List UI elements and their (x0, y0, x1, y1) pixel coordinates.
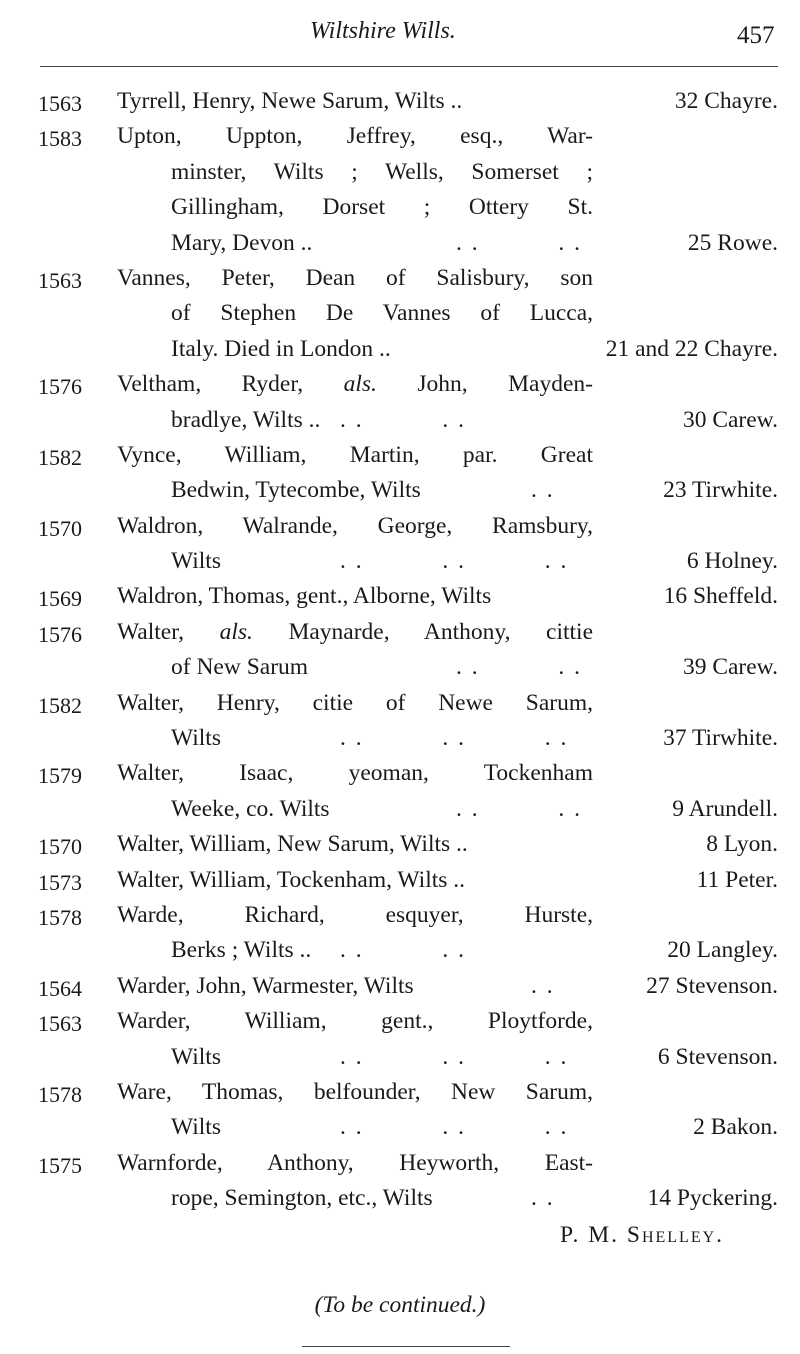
entry-text: Wilts (171, 1114, 221, 1141)
page-number: 457 (737, 22, 775, 49)
entry-line (0, 827, 800, 862)
will-entry (0, 438, 800, 509)
entry-line (0, 863, 800, 898)
entry-year: 1583 (38, 126, 82, 152)
register-reference: 11 Peter. (696, 866, 778, 893)
will-entry (0, 969, 800, 1004)
will-entry (0, 367, 800, 438)
register-reference: 32 Chayre. (674, 88, 778, 114)
header-rule (40, 66, 778, 67)
will-entry (0, 579, 800, 614)
entry-year: 1578 (38, 904, 82, 930)
entry-line (0, 898, 800, 933)
entry-year: 1579 (38, 763, 82, 789)
entry-year: 1569 (38, 586, 82, 612)
entry-year: 1573 (38, 869, 82, 895)
entry-year: 1564 (38, 975, 82, 1001)
entry-year: 1563 (38, 267, 82, 293)
entry-text: Upton, Uppton, Jeffrey, esq., War- (117, 123, 593, 150)
dot-leader: . . . . . . (340, 548, 569, 575)
entry-line (0, 1146, 800, 1181)
author-signature (560, 1222, 724, 1249)
bottom-rule (302, 1346, 510, 1347)
entry-line (0, 969, 800, 1004)
entry-text: Waldron, Walrande, George, Ramsbury, (117, 512, 593, 539)
dot-leader: . . . . (456, 229, 582, 256)
will-entry (0, 509, 800, 580)
register-reference: 30 Carew. (682, 406, 778, 433)
running-title: Wiltshire Wills. (310, 18, 456, 44)
entry-text: Mary, Devon .. (171, 229, 313, 256)
wills-list (0, 84, 800, 1217)
entry-line (0, 721, 800, 756)
entry-text: Warde, Richard, esquyer, Hurste, (117, 901, 593, 928)
entry-line (0, 84, 800, 119)
will-entry (0, 756, 800, 827)
register-reference: 6 Holney. (686, 548, 778, 575)
will-entry (0, 827, 800, 862)
entry-text: Wilts (171, 1043, 221, 1070)
entry-text: Walter, William, New Sarum, Wilts .. (117, 831, 468, 858)
dot-leader: . . . . . . (340, 1043, 569, 1070)
entry-text: of New Sarum (171, 654, 309, 681)
dot-leader: . . . . (340, 937, 466, 964)
entry-text: Walter, Henry, citie of Newe Sarum, (117, 689, 593, 716)
entry-text: rope, Semington, etc., Wilts (171, 1185, 433, 1212)
entry-line (0, 579, 800, 614)
entry-text: Italy. Died in London .. (171, 335, 391, 362)
entry-text: Walter, als. Maynarde, Anthony, cittie (117, 618, 594, 645)
entry-text: Wilts (171, 725, 221, 752)
signature-surname: Shelley. (626, 1222, 725, 1248)
register-reference: 27 Stevenson. (646, 972, 778, 999)
entry-year: 1576 (38, 374, 82, 400)
will-entry (0, 119, 800, 261)
entry-text: Bedwin, Tytecombe, Wilts (171, 477, 421, 504)
entry-line (0, 296, 800, 331)
entry-text: Ware, Thomas, belfounder, New Sarum, (117, 1078, 593, 1105)
entry-text: Warder, John, Warmester, Wilts (117, 972, 414, 999)
entry-line (0, 1181, 800, 1216)
entry-text: Tyrrell, Henry, Newe Sarum, Wilts .. (117, 88, 463, 114)
entry-text: Weeke, co. Wilts (171, 795, 330, 822)
register-reference: 14 Pyckering. (647, 1185, 778, 1212)
entry-line (0, 332, 800, 367)
will-entry (0, 863, 800, 898)
entry-line (0, 473, 800, 508)
register-reference: 25 Rowe. (687, 229, 778, 256)
will-entry (0, 615, 800, 686)
entry-text: Gillingham, Dorset ; Ottery St. (171, 194, 593, 221)
dot-leader: . . . . . . (340, 725, 569, 752)
register-reference: 39 Carew. (682, 654, 778, 681)
dot-leader: . . (531, 972, 555, 999)
to-be-continued: (To be continued.) (314, 1292, 486, 1318)
entry-line (0, 1040, 800, 1075)
entry-line (0, 792, 800, 827)
register-reference: 37 Tirwhite. (663, 725, 778, 752)
entry-year: 1570 (38, 834, 82, 860)
entry-line (0, 261, 800, 296)
signature-initials: P. M. (560, 1222, 619, 1248)
register-reference: 20 Langley. (667, 937, 778, 964)
dot-leader: . . (531, 477, 555, 504)
entry-text: Warnforde, Anthony, Heyworth, East- (117, 1149, 593, 1176)
will-entry (0, 1004, 800, 1075)
entry-text: Vannes, Peter, Dean of Salisbury, son (117, 264, 593, 291)
page-header (0, 12, 800, 52)
entry-year: 1576 (38, 621, 82, 647)
entry-year: 1582 (38, 692, 82, 718)
entry-line (0, 1075, 800, 1110)
entry-text: of Stephen De Vannes of Lucca, (171, 300, 593, 327)
entry-text: Walter, William, Tockenham, Wilts .. (117, 866, 466, 893)
will-entry (0, 686, 800, 757)
entry-text: Waldron, Thomas, gent., Alborne, Wilts (117, 583, 492, 610)
entry-line (0, 119, 800, 154)
entry-line (0, 226, 800, 261)
register-reference: 8 Lyon. (706, 831, 778, 858)
dot-leader: . . (531, 1185, 555, 1212)
entry-year: 1578 (38, 1081, 82, 1107)
dot-leader: . . . . (340, 406, 466, 433)
will-entry (0, 898, 800, 969)
entry-text: bradlye, Wilts .. (171, 406, 321, 433)
entry-year: 1563 (38, 1011, 82, 1037)
entry-year: 1575 (38, 1152, 82, 1178)
register-reference: 21 and 22 Chayre. (605, 335, 778, 362)
entry-line (0, 686, 800, 721)
will-entry (0, 84, 800, 119)
entry-line (0, 1110, 800, 1145)
entry-text: Walter, Isaac, yeoman, Tockenham (117, 760, 593, 787)
entry-text: Wilts (171, 548, 221, 575)
entry-line (0, 650, 800, 685)
entry-year: 1582 (38, 444, 82, 470)
entry-line (0, 367, 800, 402)
entry-text: Warder, William, gent., Ploytforde, (117, 1008, 593, 1035)
dot-leader: . . . . (456, 795, 582, 822)
register-reference: 9 Arundell. (672, 795, 778, 822)
entry-text: Vynce, William, Martin, par. Great (117, 441, 593, 468)
entry-line (0, 509, 800, 544)
entry-line (0, 756, 800, 791)
entry-line (0, 1004, 800, 1039)
entry-text: Berks ; Wilts .. (171, 937, 312, 964)
entry-year: 1563 (38, 91, 82, 116)
register-reference: 23 Tirwhite. (663, 477, 778, 504)
entry-text: minster, Wilts ; Wells, Somerset ; (171, 158, 593, 185)
entry-line (0, 933, 800, 968)
will-entry (0, 1146, 800, 1217)
entry-year: 1570 (38, 515, 82, 541)
entry-line (0, 615, 800, 650)
register-reference: 6 Stevenson. (657, 1043, 778, 1070)
entry-line (0, 438, 800, 473)
entry-line (0, 544, 800, 579)
entry-line (0, 190, 800, 225)
will-entry (0, 1075, 800, 1146)
entry-line (0, 155, 800, 190)
dot-leader: . . . . (456, 654, 582, 681)
will-entry (0, 261, 800, 367)
dot-leader: . . . . . . (340, 1114, 569, 1141)
register-reference: 16 Sheffeld. (663, 583, 778, 610)
entry-line (0, 403, 800, 438)
entry-text: Veltham, Ryder, als. John, Mayden- (117, 371, 593, 398)
register-reference: 2 Bakon. (693, 1114, 778, 1141)
